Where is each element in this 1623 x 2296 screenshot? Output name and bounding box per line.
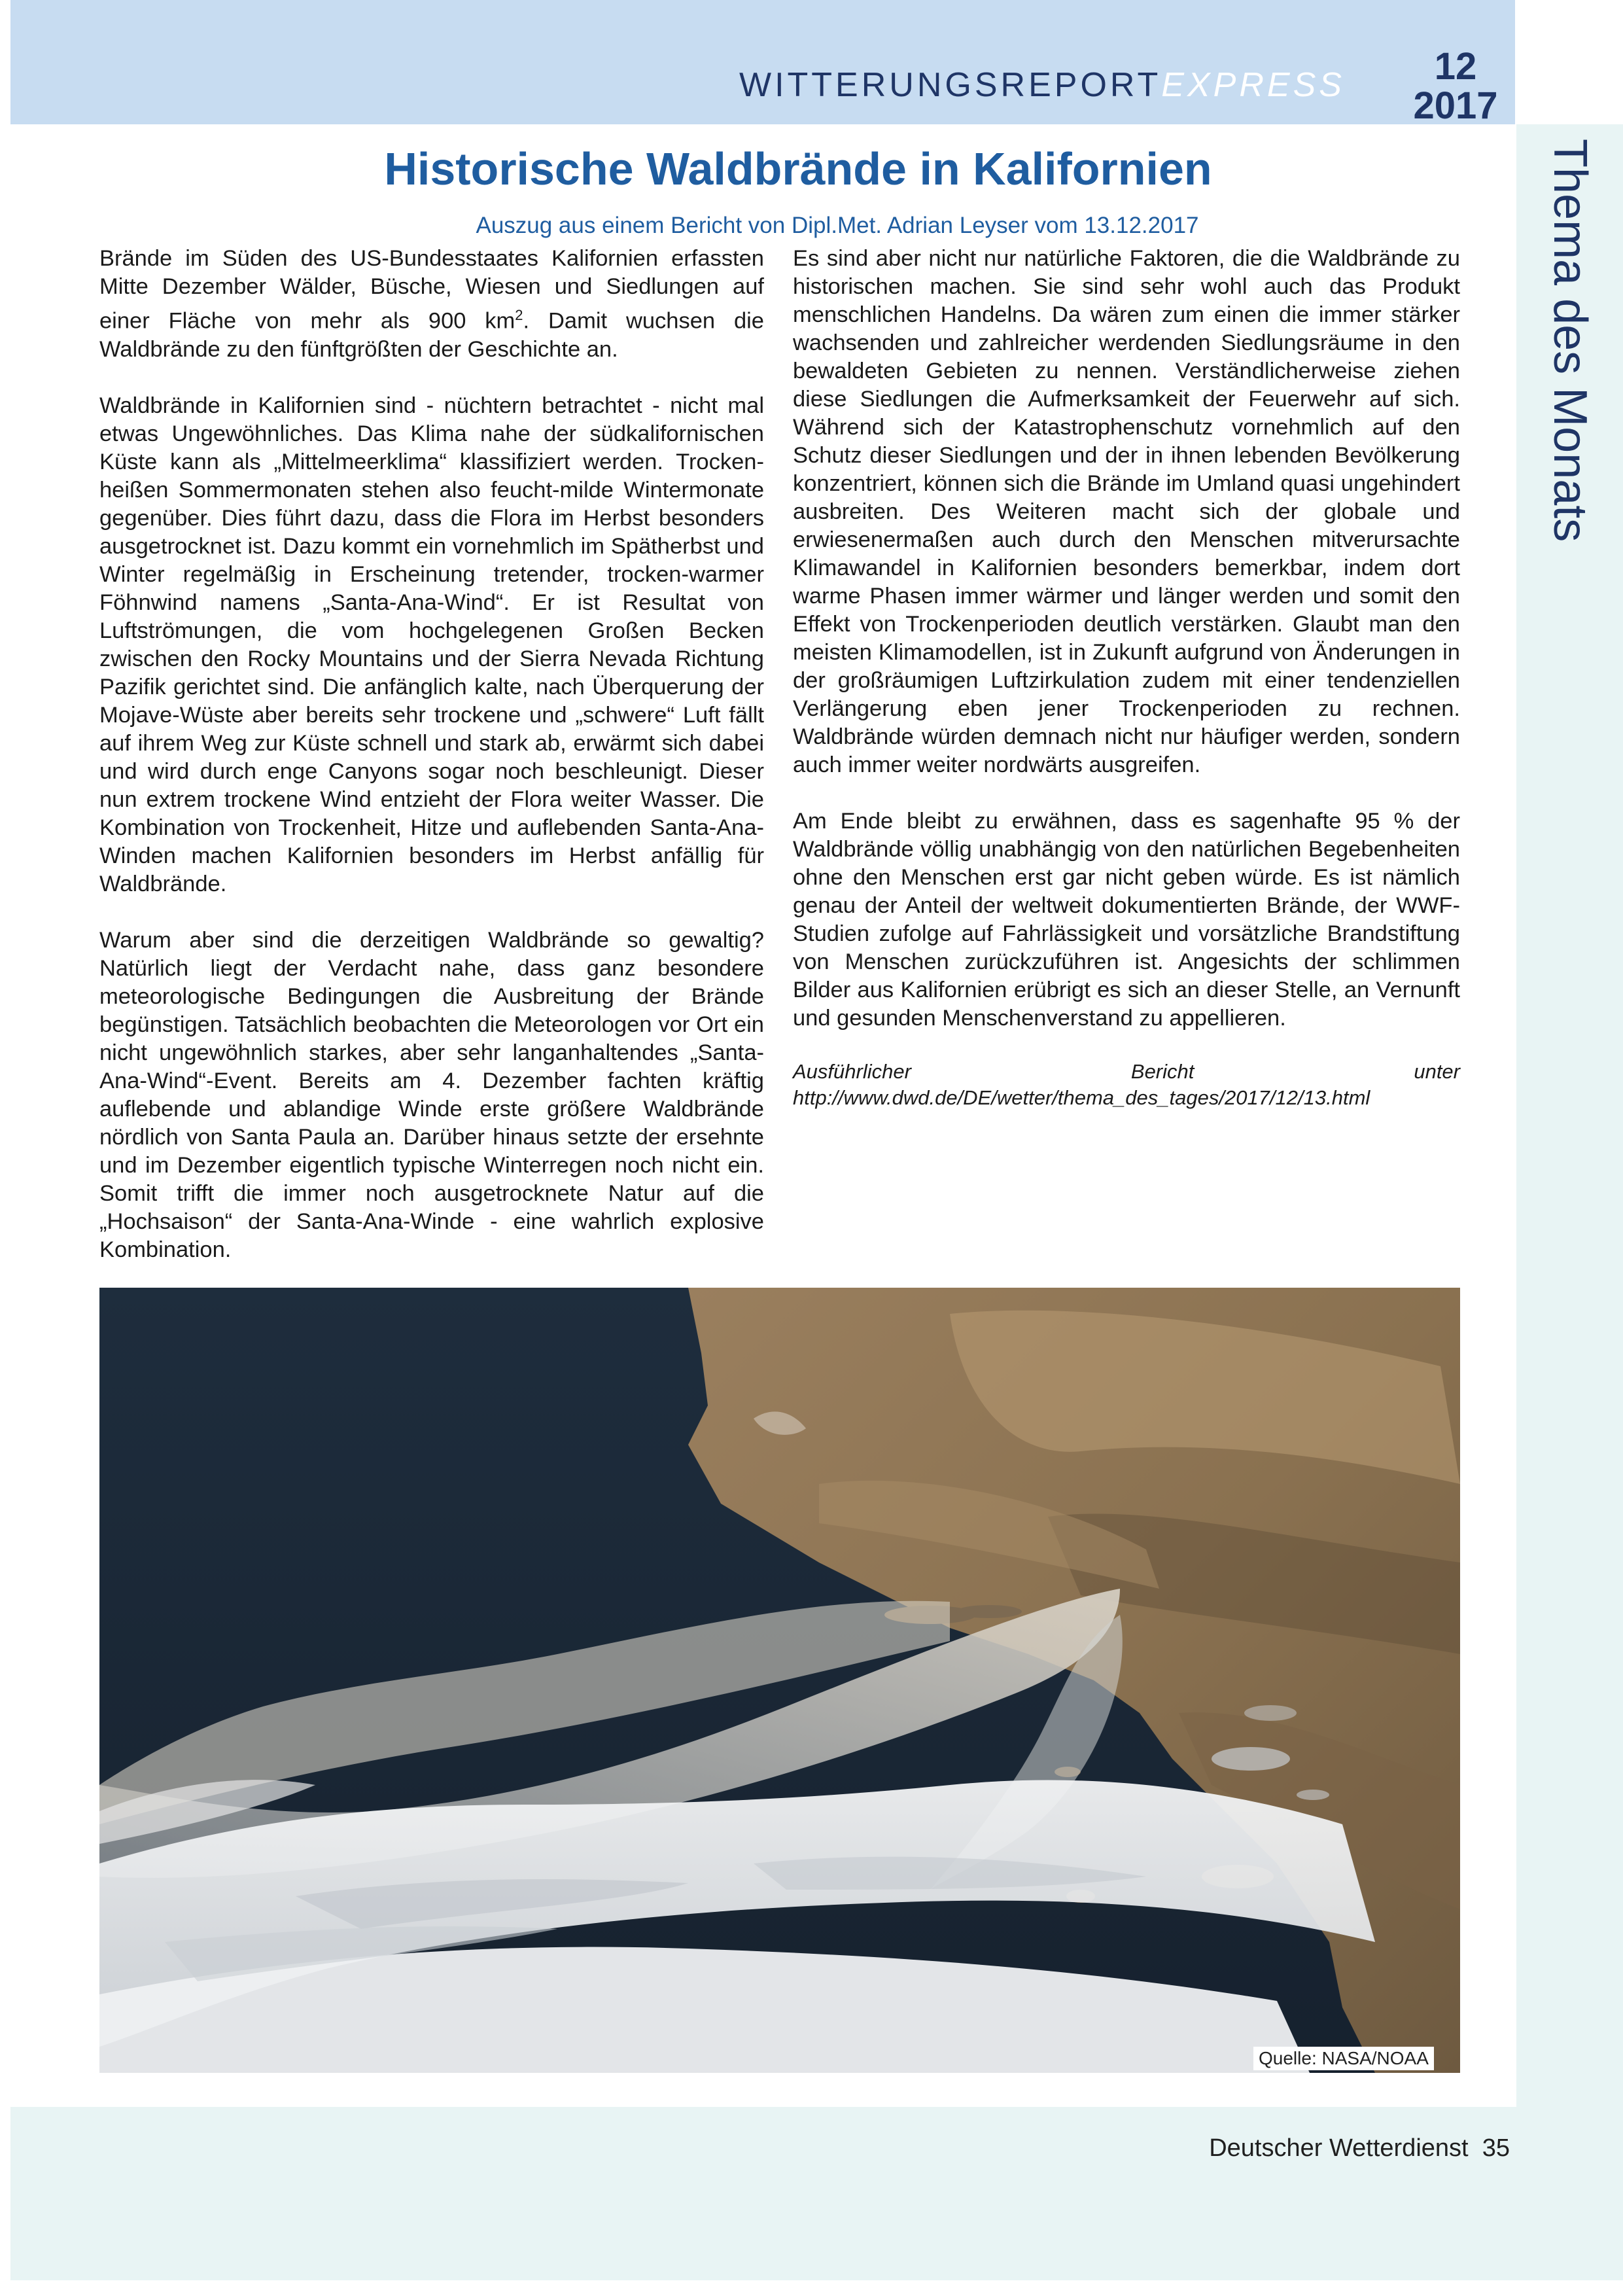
left-column [99, 245, 764, 1292]
superscript: 2 [515, 307, 523, 323]
issue-year: 2017 [1413, 84, 1498, 127]
paragraph-text: . Damit wuchsen die Waldbrände zu den fünftgrößten der Geschichte an. [99, 308, 764, 362]
page-number: 35 [1482, 2134, 1510, 2162]
paragraph: Waldbrände in Kalifornien sind - nüchtern betrachtet - nicht mal etwas Ungewöhnliches. Das Klima nahe der südkalifornischen Küste kann als „Mittelmeerklima“ klassifiziert werden. Trocken-heißen Sommermonaten stehen also feucht-milde Wintermonate gegenüber. Dies führt dazu, dass die Flora im Herbst besonders ausgetrocknet ist. Dazu kommt ein vornehmlich im Spätherbst und Winter regelmäßig in Erscheinung tretender, trocken-warmer Föhnwind namens „Santa-Ana-Wind“. Er ist Resultat von Luftströmungen, die vom hochgelegenen Großen Becken zwischen den Rocky Mountains und der Sierra Nevada Richtung Pazifik gerichtet sind. Die anfänglich kalte, nach Überquerung der Mojave-Wüste aber bereits sehr trockene und „schwere“ Luft fällt auf ihrem Weg zur Küste schnell und stark ab, erwärmt sich dabei und wird durch enge Canyons sogar noch beschleunigt. Dieser nun extrem trockene Wind entzieht der Flora weiter Wasser. Die Kombination von Trockenheit, Hitze und auflebenden Santa-Ana-Winden machen Kalifornien besonders im Herbst anfällig für Waldbrände. [99, 393, 764, 896]
brand-main: WITTERUNGSREPORT [739, 66, 1162, 104]
image-credit: Quelle: NASA/NOAA [1253, 2047, 1434, 2070]
article-subtitle: Auszug aus einem Bericht von Dipl.Met. Adrian Leyser vom 13.12.2017 [476, 213, 1199, 238]
satellite-image [99, 1288, 1460, 2073]
report-link-note: Ausführlicher Bericht unter http://www.dwd.de/DE/wetter/thema_des_tages/2017/12/13.html [793, 1060, 1460, 1109]
footer-band [10, 2107, 1623, 2280]
footer [1209, 2134, 1510, 2163]
section-title: Thema des Monats [1544, 139, 1596, 542]
paragraph: Es sind aber nicht nur natürliche Faktoren, die die Waldbrände zu historischen machen. Sie sind sehr wohl auch das Produkt menschlichen Handelns. Da wären zum einen die immer stärker wachsenden und zahlreicher werdenden Siedlungsräume in den bewaldeten Gebieten zu nennen. Verständlicherweise ziehen diese Siedlungen die Aufmerksamkeit der Feuerwehr auf sich. Während sich der Katastrophenschutz vornehmlich auf den Schutz dieser Siedlungen und der in ihnen lebenden Bevölkerung konzentriert, können sich die Brände im Umland quasi ungehindert ausbreiten. Des Weiteren macht sich der globale und erwiesenermaßen auch durch den Menschen mitverursachte Klimawandel in Kalifornien besonders bemerkbar, indem dort warme Phasen immer wärmer und länger werden und somit den Effekt von Trockenperioden deutlich verstärken. Glaubt man den meisten Klimamodellen, ist in Zukunft aufgrund von Änderungen in der großräumigen Luftzirkulation zudem mit einer tendenziellen Verlängerung eben jener Trockenperioden zu rechnen. Waldbrände würden demnach nicht nur häufiger werden, sondern auch immer weiter nordwärts ausgreifen. [793, 246, 1460, 777]
issue-number [1406, 47, 1505, 126]
paragraph-text: Brände im Süden des US-Bundesstaates Kalifornien erfassten Mitte Dezember Wälder, Büsche, Wiesen und Siedlungen auf einer Fläche von mehr als 900 km [99, 246, 764, 334]
paragraph: Am Ende bleibt zu erwähnen, dass es sagenhafte 95 % der Waldbrände völlig unabhängig von den natürlichen Begebenheiten ohne den Menschen erst gar nicht geben würde. Es ist nämlich genau der Anteil der weltweit dokumentierten Brände, der WWF-Studien zufolge auf Fahrlässigkeit und vorsätzliche Brandstiftung von Menschen zurückzuführen ist. Angesichts der schlimmen Bilder aus Kalifornien erübrigt es sich an dieser Stelle, an Vernunft und gesunden Menschenverstand zu appellieren. [793, 809, 1460, 1031]
header-band [10, 0, 1515, 127]
publication-brand [739, 65, 1345, 105]
article-title: Historische Waldbrände in Kalifornien [384, 143, 1212, 194]
paragraph: Warum aber sind die derzeitigen Waldbrände so gewaltig? Natürlich liegt der Verdacht nahe, dass ganz besondere meteorologische Bedingungen die Ausbreitung der Brände begünstigen. Tatsächlich beobachten die Meteorologen vor Ort ein nicht ungewöhnlich starkes, aber sehr langanhaltendes „Santa-Ana-Wind“-Event. Bereits am 4. Dezember fachten kräftig auflebende und ablandige Winde erste größere Waldbrände nördlich von Santa Paula an. Darüber hinaus setzte der ersehnte und im Dezember eigentlich typische Winterregen noch nicht ein. Somit trifft die immer noch ausgetrocknete Natur auf die „Hochsaison“ der Santa-Ana-Winde - eine wahrlich explosive Kombination. [99, 927, 764, 1262]
right-column [793, 245, 1460, 1139]
brand-suffix: EXPRESS [1161, 66, 1345, 104]
paragraph [99, 245, 764, 364]
publisher-name: Deutscher Wetterdienst [1209, 2134, 1469, 2162]
issue-month: 12 [1434, 45, 1477, 88]
